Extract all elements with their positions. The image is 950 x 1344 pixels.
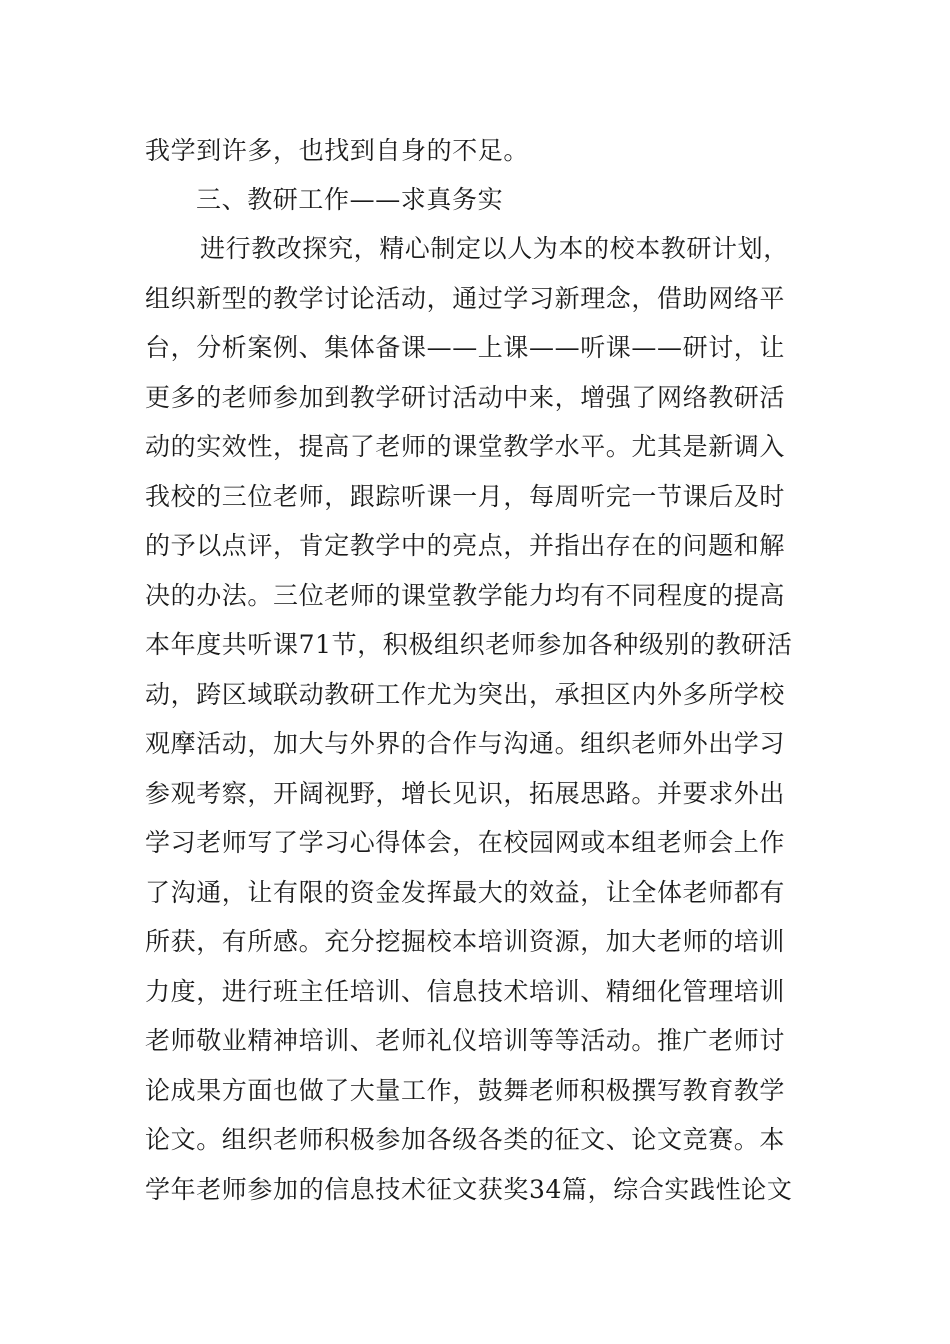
text-line: 更多的老师参加到教学研讨活动中来，增强了网络教研活	[145, 383, 786, 412]
text-line: 本年度共听课71节，积极组织老师参加各种级别的教研活	[145, 630, 793, 659]
text-line: 学习老师写了学习心得体会，在校园网或本组老师会上作	[145, 828, 786, 857]
text-line: 组织新型的教学讨论活动，通过学习新理念，借助网络平	[145, 284, 786, 313]
text-line: 决的办法。三位老师的课堂教学能力均有不同程度的提高	[145, 581, 786, 610]
text-line: 我校的三位老师，跟踪听课一月，每周听完一节课后及时	[145, 482, 786, 511]
text-line: 台，分析案例、集体备课——上课——听课——研讨，让	[145, 333, 786, 362]
text-line: 观摩活动，加大与外界的合作与沟通。组织老师外出学习	[145, 729, 786, 758]
text-line: 所获，有所感。充分挖掘校本培训资源，加大老师的培训	[145, 927, 786, 956]
text-line: 论文。组织老师积极参加各级各类的征文、论文竞赛。本	[145, 1125, 786, 1154]
text-line: 参观考察，开阔视野，增长见识，拓展思路。并要求外出	[145, 779, 786, 808]
text-line: 进行教改探究，精心制定以人为本的校本教研计划，	[200, 234, 789, 263]
section-heading: 三、教研工作——求真务实	[196, 185, 504, 214]
text-line: 的予以点评，肯定教学中的亮点，并指出存在的问题和解	[145, 531, 786, 560]
text-line: 力度，进行班主任培训、信息技术培训、精细化管理培训	[145, 977, 786, 1006]
text-line: 我学到许多，也找到自身的不足。	[145, 136, 530, 165]
text-line: 论成果方面也做了大量工作，鼓舞老师积极撰写教育教学	[145, 1076, 786, 1105]
text-line: 学年老师参加的信息技术征文获奖34篇，综合实践性论文	[145, 1175, 793, 1204]
text-line: 老师敬业精神培训、老师礼仪培训等等活动。推广老师讨	[145, 1026, 786, 1055]
text-line: 动，跨区域联动教研工作尤为突出，承担区内外多所学校	[145, 680, 786, 709]
text-line: 动的实效性，提高了老师的课堂教学水平。尤其是新调入	[145, 432, 786, 461]
text-line: 了沟通，让有限的资金发挥最大的效益，让全体老师都有	[145, 878, 786, 907]
